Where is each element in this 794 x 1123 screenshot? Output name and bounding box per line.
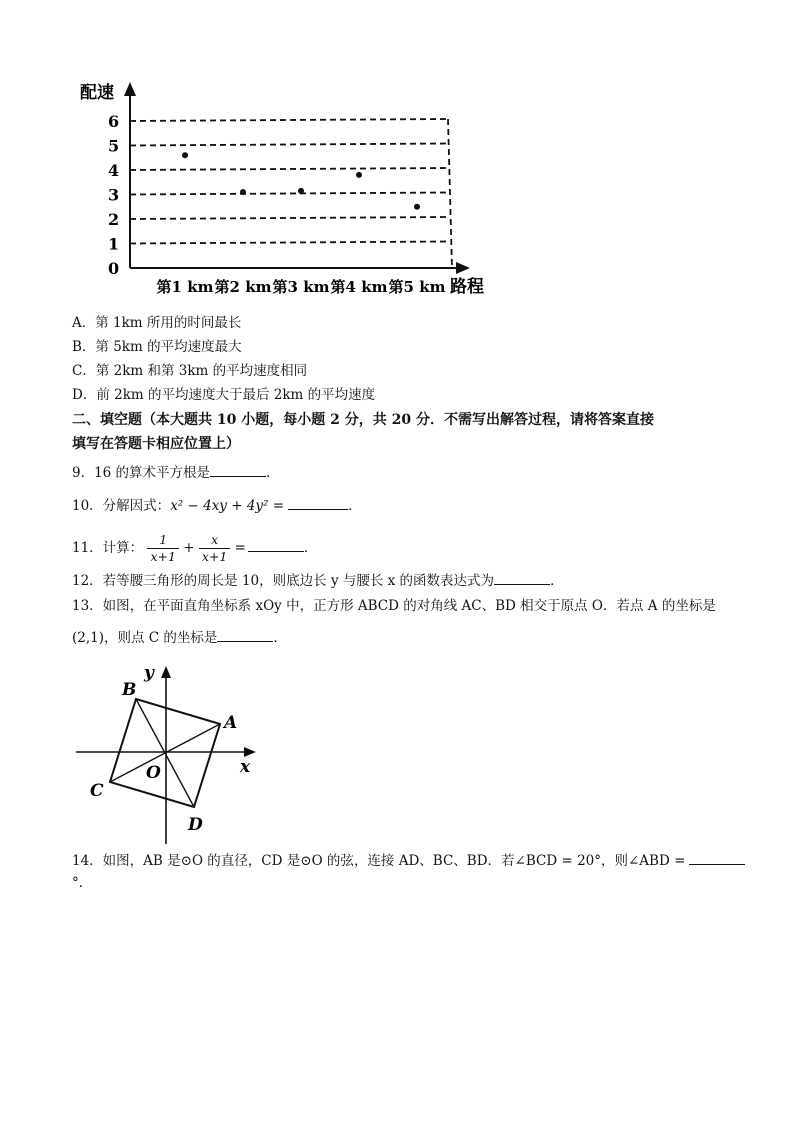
data-point xyxy=(240,189,246,195)
pace-chart xyxy=(70,72,500,302)
y-tick-label: 3 xyxy=(108,185,120,205)
label-c: C xyxy=(90,781,104,801)
grid-line xyxy=(130,119,448,121)
x-axis-title: 路程 xyxy=(450,277,484,297)
question-10-prefix: 10．分解因式： xyxy=(72,498,171,514)
grid-border xyxy=(448,119,452,268)
question-13-end: ． xyxy=(273,630,287,646)
y-tick-label: 0 xyxy=(108,259,120,278)
x-tick-label: 第2 km xyxy=(214,278,272,296)
question-14-line1 xyxy=(72,852,745,870)
y-tick-label: 1 xyxy=(108,234,120,254)
answer-blank xyxy=(494,572,550,585)
label-a: A xyxy=(224,713,238,733)
question-9-text: 9．16 的算术平方根是 xyxy=(72,465,211,481)
square-coordinate-figure xyxy=(70,660,270,850)
label-d: D xyxy=(188,815,203,835)
answer-blank xyxy=(248,539,304,552)
data-point xyxy=(414,204,420,210)
option-b: B．第 5km 的平均速度最大 xyxy=(72,339,242,355)
data-point xyxy=(182,152,188,158)
equals-sign: = xyxy=(234,540,246,556)
y-tick-label: 5 xyxy=(108,136,120,156)
option-c: C．第 2km 和第 3km 的平均速度相同 xyxy=(72,363,308,379)
question-13-line1: 13．如图，在平面直角坐标系 xOy 中，正方形 ABCD 的对角线 AC、BD 相交于原点 O．若点 A 的坐标是 xyxy=(72,598,716,614)
x-axis-arrow xyxy=(456,262,470,274)
grid-line xyxy=(130,168,448,170)
answer-blank xyxy=(210,464,266,477)
x-axis-arrow xyxy=(244,747,256,757)
x-tick-label: 第1 km xyxy=(156,278,214,296)
y-axis-arrow xyxy=(124,82,136,96)
x-tick-label: 第4 km xyxy=(330,278,388,296)
question-9 xyxy=(72,464,280,482)
question-12 xyxy=(72,572,564,590)
data-point xyxy=(298,188,304,194)
question-13-text: (2,1)，则点 C 的坐标是 xyxy=(72,630,218,646)
question-10 xyxy=(72,497,362,515)
question-11-prefix: 11．计算： xyxy=(72,540,144,556)
answer-blank xyxy=(689,852,745,865)
question-12-text: 12．若等腰三角形的周长是 10，则底边长 y 与腰长 x 的函数表达式为 xyxy=(72,573,495,589)
question-13-line2 xyxy=(72,629,287,647)
diagonal-bd xyxy=(136,699,194,807)
y-tick-label: 4 xyxy=(108,161,120,180)
label-y: y xyxy=(144,663,154,683)
grid-line xyxy=(130,217,448,219)
fraction-1: $\frac{1}{x+1}$ xyxy=(147,532,178,565)
y-tick-label: 2 xyxy=(108,210,120,229)
grid-line xyxy=(130,193,448,195)
question-10-end: ． xyxy=(348,498,362,514)
section-heading-line1: 二、填空题（本大题共 10 小题，每小题 2 分，共 20 分．不需写出解答过程，请将答案直接 xyxy=(72,412,654,428)
data-point xyxy=(356,172,362,178)
option-a: A．第 1km 所用的时间最长 xyxy=(72,315,242,331)
y-axis-arrow xyxy=(161,666,171,678)
grid-line xyxy=(130,242,448,244)
option-d: D．前 2km 的平均速度大于最后 2km 的平均速度 xyxy=(72,387,376,403)
question-14-line2: °． xyxy=(72,875,93,891)
label-o: O xyxy=(146,763,161,783)
answer-blank xyxy=(288,497,348,510)
question-11 xyxy=(72,528,317,568)
question-14-text: 14．如图，AB 是⊙O 的直径，CD 是⊙O 的弦，连接 AD、BC、BD．若∠BCD = 20°，则∠ABD = xyxy=(72,853,686,869)
grid-line xyxy=(130,144,448,146)
section-heading-line2: 填写在答题卡相应位置上） xyxy=(72,436,240,452)
plus-sign: + xyxy=(183,540,195,556)
question-10-expression: x² − 4xy + 4y² = xyxy=(170,498,285,514)
answer-blank xyxy=(217,629,273,642)
y-axis-title: 配速 xyxy=(80,83,114,103)
x-tick-label: 第3 km xyxy=(272,278,330,296)
y-tick-label: 6 xyxy=(108,112,120,131)
question-11-end: ． xyxy=(303,540,318,556)
label-x: x xyxy=(240,757,251,777)
question-9-end: ． xyxy=(266,465,280,481)
fraction-2: $\frac{x}{x+1}$ xyxy=(199,532,230,565)
label-b: B xyxy=(122,680,137,700)
x-tick-label: 第5 km xyxy=(388,278,446,296)
question-12-end: ． xyxy=(550,573,564,589)
